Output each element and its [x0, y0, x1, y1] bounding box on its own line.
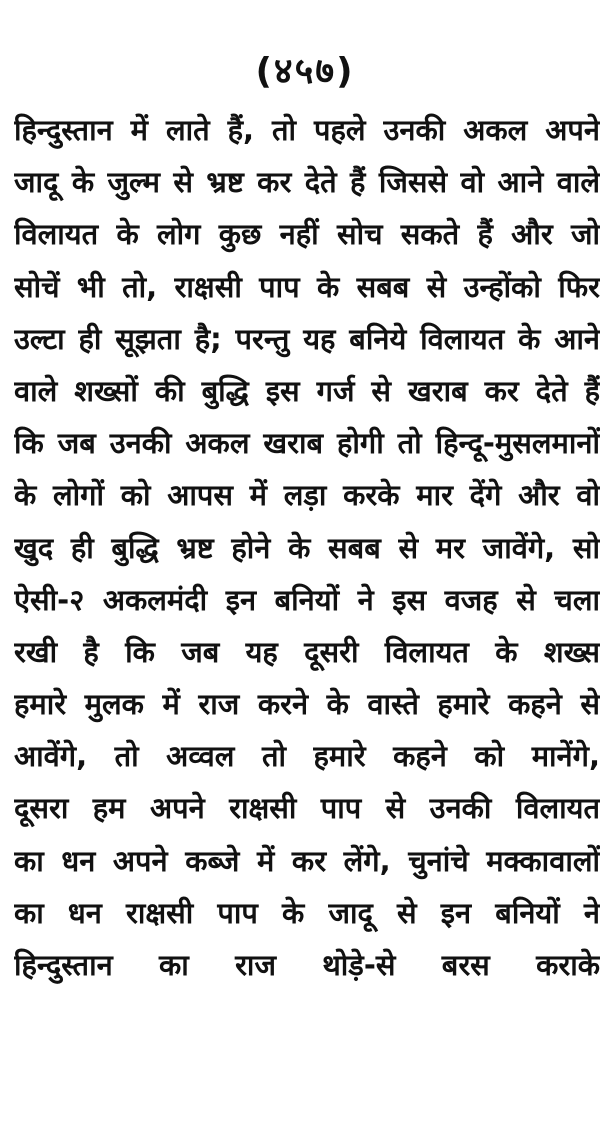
text-line: हिन्दुस्तान का राज थोड़े-से बरस कराके: [14, 948, 600, 982]
body-text: [14, 104, 600, 991]
text-line: जादू के जुल्म से भ्रष्ट कर देते हैं जिससे वो आने वाले: [14, 165, 600, 200]
text-line: के लोगों को आपस में लड़ा करके मार देंगे और वो: [14, 478, 600, 513]
text-line: दूसरा हम अपने राक्षसी पाप से उनकी विलायत: [14, 791, 600, 826]
text-line: आवेंगे, तो अव्वल तो हमारे कहने को मानेंगे,: [14, 739, 600, 774]
text-line: कि जब उनकी अकल खराब होगी तो हिन्दू-मुसलमानों: [14, 426, 600, 461]
text-line: उल्टा ही सूझता है; परन्तु यह बनिये विलायत के आने: [14, 321, 600, 356]
text-line: हिन्दुस्तान में लाते हैं, तो पहले उनकी अकल अपने: [14, 113, 600, 147]
text-line: का धन अपने कब्जे में कर लेंगे, चुनांचे मक्कावालों: [14, 843, 600, 878]
text-line: हमारे मुलक में राज करने के वास्ते हमारे कहने से: [14, 687, 600, 722]
page-number: (४५७): [255, 51, 355, 92]
text-line: वाले शख्सों की बुद्धि इस गर्ज से खराब कर देते हैं: [14, 373, 600, 408]
text-line: का धन राक्षसी पाप के जादू से इन बनियों ने: [14, 895, 600, 930]
text-line: खुद ही बुद्धि भ्रष्ट होने के सबब से मर जावेंगे, सो: [14, 530, 600, 565]
text-line: विलायत के लोग कुछ नहीं सोच सकते हैं और जो: [14, 217, 600, 252]
text-line: सोचें भी तो, राक्षसी पाप के सबब से उन्होंको फिर: [14, 269, 600, 304]
text-line: रखी है कि जब यह दूसरी विलायत के शख्स: [14, 634, 600, 669]
text-line: ऐसी-२ अकलमंदी इन बनियों ने इस वजह से चला: [14, 582, 600, 617]
